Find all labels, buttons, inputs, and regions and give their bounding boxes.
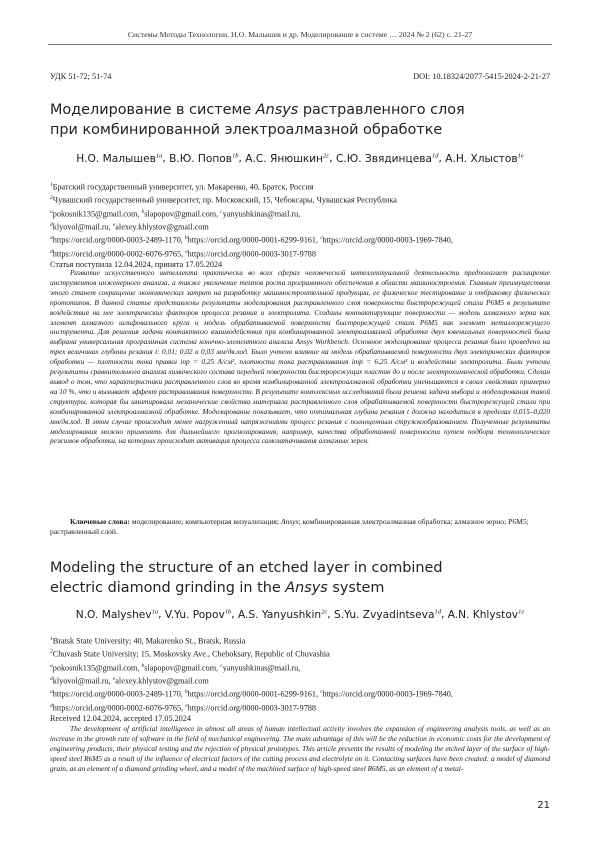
en-received: Received 12.04.2024, accepted 17.05.2024 — [50, 713, 191, 723]
en-title — [50, 558, 550, 598]
en-orcid-1: $^a$https://orcid.org/0000-0003-2489-1170, $^b$https://orcid.org/0000-0001-6299-9161, $^c$https://orcid.org/0000-0003-1969-7840, — [50, 689, 453, 700]
ru-keywords: Ключевые слова: моделирование; компьютерная визуализация; Ansys; комбинированная электроалмазная обработка; алмазное зерно; Р6М5; растравленный слой. — [50, 517, 529, 536]
ru-emails-1: $^a$pokosnik135@gmail.com, $^b$slapopov@gmail.com, $^c$yanyushkinas@mail.ru, — [50, 208, 301, 219]
ru-title-line-1: Моделирование в системе Ansys растравленного слоя — [50, 102, 465, 118]
en-affiliation-2: $^2$Chuvash State University; 15, Moskovsky Ave., Cheboksary, Republic of Chuvashia — [50, 649, 330, 660]
en-abstract: The development of artificial intelligence in almost all areas of human intellectual activity involves the expansion of engineering analysis tools, as well as an increase in the growth rate of software in the field of mechanical engineering. The main advantage of this will be the reduction in economic costs for the development of engineering products, their physical testing and the rejection of physical prototypes. This article presents the results of modeling the etched layer of the surface of high-speed steel R6M5 as a result of the influence of electrical factors of the cutting process and electrolyte on it. Contacting surfaces have been created: a model of diamond grain, as an element of a diamond grinding wheel, and a model of the machined surface of high-speed steel R6M5, as an element of a metal- — [50, 724, 550, 773]
en-emails-1: $^a$pokosnik135@gmail.com, $^b$slapopov@gmail.com, $^c$yanyushkinas@mail.ru, — [50, 662, 301, 673]
author: V.Yu. Popov$^{1b}$ — [164, 608, 232, 621]
doi: DOI: 10.18324/2077-5415-2024-2-21-27 — [413, 72, 550, 81]
en-affiliation-1: $^1$Bratsk State University; 40, Makarenko St., Bratsk, Russia — [50, 636, 246, 646]
author: А.С. Янюшкин$^{2c}$ — [245, 152, 330, 165]
ru-orcid-1: $^a$https://orcid.org/0000-0003-2489-1170, $^b$https://orcid.org/0000-0001-6299-9161, $^c$https://orcid.org/0000-0003-1969-7840, — [50, 235, 453, 246]
ru-title-line-2: при комбинированной электроалмазной обработке — [50, 122, 443, 138]
running-header: Системы Методы Технологии. Н.О. Малышев и др. Моделирование в системе … 2024 № 2 (62) с. 21-27 — [127, 30, 473, 39]
author: A.N. Khlystov$^{1e}$ — [447, 608, 525, 621]
ru-affiliation-2: $^2$Чувашский государственный университет, пр. Московский, 15, Чебоксары, Чувашская Республика — [50, 195, 397, 206]
author: S.Yu. Zvyadintseva$^{1d}$ — [334, 608, 441, 621]
ru-authors: Н.О. Малышев$^{1a}$, В.Ю. Попов$^{1b}$, А.С. Янюшкин$^{2c}$, С.Ю. Звядинцева$^{1d}$, А.Н. Хлыстов$^{1e}$ — [76, 152, 524, 165]
header-rule — [48, 44, 552, 45]
en-authors: N.O. Malyshev$^{1a}$, V.Yu. Popov$^{1b}$, A.S. Yanyushkin$^{2c}$, S.Yu. Zvyadintseva$^{1d}$, A.N. Khlystov$^{1e}$ — [75, 608, 525, 621]
en-title-line-2: electric diamond grinding in the Ansys system — [50, 580, 385, 596]
en-orcid-2: $^d$https://orcid.org/0000-0002-6076-9765, $^e$https://orcid.org/0000-0003-3017-9788 — [50, 702, 316, 713]
en-affiliations — [50, 634, 555, 725]
en-title-line-1: Modeling the structure of an etched layer in combined — [50, 560, 443, 576]
udk-code: УДК 51-72; 51-74 — [50, 72, 112, 81]
author: А.Н. Хлыстов$^{1e}$ — [445, 152, 524, 165]
ru-received: Статья поступила 12.04.2024, принята 17.05.2024 — [50, 259, 223, 269]
ru-abstract: Развитие искусственного интеллекта практически во всех сферах человеческой интеллектуальной деятельности предполагает расширение инструментов инженерного анализа, а также увеличение темпов роста программного обеспечения в области машиностроения. Главным преимуществом этого станет сокращение экономических затрат на разработку машиностроительной продукции, ее физическое тестирование и отбраковку физических прототипов. В данной статье представлены результаты моделирования растравленного слоя поверхности быстрорежущей стали Р6М5 в результате воздействия на нее электрических факторов процесса резания и электролита. Созданы контактирующие поверхности — модель алмазного зерна как элемент алмазного шлифовального круга и модель обрабатываемой поверхности быстрорежущей стали Р6М5 как элемент металлорежущего инструмента. Для решения задачи контактного взаимодействия при комбинированной электроалмазной обработке двух ювенильных поверхностей была выбрана универсальная программная система конечно-элементного анализа Ansys Workbench. Основное моделирование процесса резания было проведено на трех величинах глубины резания t: 0,01; 0,02 и 0,03 мм/дв.ход. Было учтено влияние на модель обрабатываемой поверхности двух электрических факторов обработки — плотности тока правки iпр = 0,25 А/см², плотности тока растравливания iтр = 6,25 А/см² и воздействие электролита. Были учтены результаты сравнительного анализа химического состава передней поверхности быстрорежущих пластин до и после электрохимической обработки. Сделан вывод о том, что характеристики растравленного слоя во время комбинированной электроалмазной обработки уменьшаются в своих свойствах примерно на 10 %, что и вызывает эффект растравливания поверхности. В результате комплексных исследований была решена задача выбора и моделирования такой структуры, которая бы имитировала механические свойства материала растравленного слоя обрабатываемой поверхности быстрорежущей стали при комбинированной электроалмазной обработке. Моделирование показывает, что оптимальная глубина резания t должна находиться в пределах 0,015–0,020 мм/дв.ход. В этом случае происходит менее нагруженный напряжениями процесс резания с полноценным стружкообразованием. Полученные результаты моделирования можно применять для дальнейшего прогнозирования, например, качества обработанной поверхности путем подбора технологических режимов обработки, на которых происходит активация процесса самозатачивания алмазных зерен. — [50, 268, 550, 446]
ru-emails-2: $^d$klyovol@mail.ru, $^e$alexey.khlystov@gmail.com — [50, 221, 209, 232]
ru-affiliations — [50, 180, 555, 271]
author: A.S. Yanyushkin$^{2c}$ — [238, 608, 328, 621]
en-emails-2: $^d$klyovol@mail.ru, $^e$alexey.khlystov@gmail.com — [50, 675, 209, 686]
author: N.O. Malyshev$^{1a}$ — [75, 608, 159, 621]
author: Н.О. Малышев$^{1a}$ — [76, 152, 163, 165]
ru-title — [50, 100, 550, 140]
ru-orcid-2: $^d$https://orcid.org/0000-0002-6076-9765, $^e$https://orcid.org/0000-0003-3017-9788 — [50, 248, 316, 259]
author: В.Ю. Попов$^{1b}$ — [169, 152, 239, 165]
page-number: 21 — [537, 800, 550, 811]
author: С.Ю. Звядинцева$^{1d}$ — [336, 152, 439, 165]
ru-affiliation-1: $^1$Братский государственный университет, ул. Макаренко, 40, Братск, Россия — [50, 182, 314, 192]
